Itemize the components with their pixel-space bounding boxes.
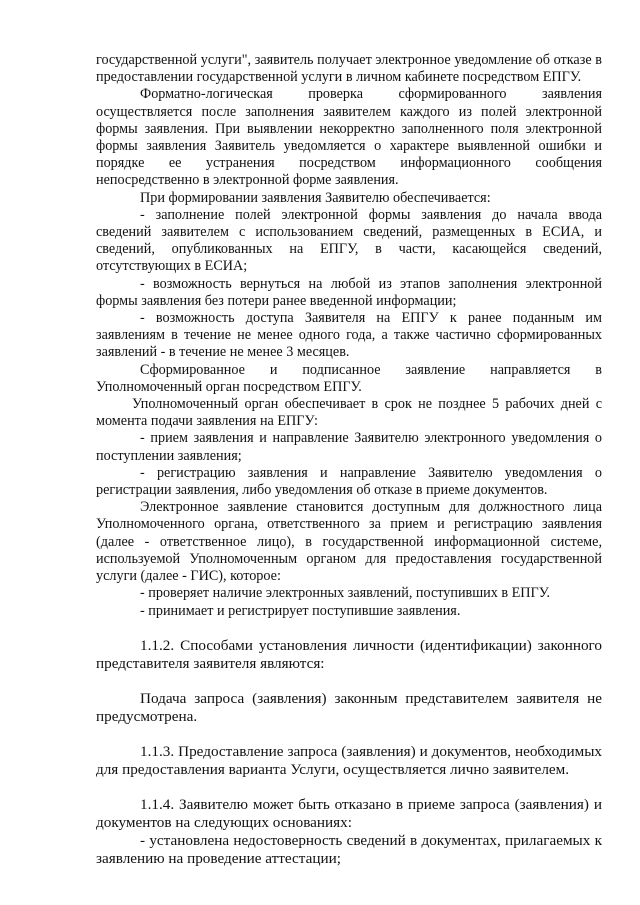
list-item: - возможность вернуться на любой из этапов заполнения электронной формы заявления без потери ранее введенной информации;	[96, 275, 602, 309]
list-item: - установлена недостоверность сведений в документах, прилагаемых к заявлению на проведение аттестации;	[96, 831, 602, 867]
list-item: - принимает и регистрирует поступившие заявления.	[140, 602, 461, 619]
list-item: - регистрацию заявления и направление Заявителю уведомления о регистрации заявления, либо уведомления об отказе в приеме документов.	[96, 464, 602, 499]
list-item: - возможность доступа Заявителя на ЕПГУ к ранее поданным им заявлениям в течение не менее одного года, а также частично сформированных заявлений - в течение не менее 3 месяцев.	[96, 310, 602, 361]
list-item: - заполнение полей электронной формы заявления до начала ввода сведений заявителем с использованием сведений, размещенных в ЕСИА, и сведений, опубликованных на ЕПГУ, в части, касающейся сведений, отсутствующих в ЕСИА;	[96, 206, 602, 275]
section-1-1-2: 1.1.2. Способами установления личности (идентификации) законного представителя заявителя являются:	[96, 636, 602, 672]
list-item: - проверяет наличие электронных заявлений, поступивших в ЕПГУ.	[140, 585, 551, 602]
paragraph-5: Уполномоченный орган обеспечивает в срок не позднее 5 рабочих дней с момента подачи заявления на ЕПГУ:	[96, 396, 602, 430]
list-item: - прием заявления и направление Заявителю электронного уведомления о поступлении заявления;	[96, 430, 602, 464]
section-1-1-3: 1.1.3. Предоставление запроса (заявления) и документов, необходимых для предоставления варианта Услуги, осуществляется лично заявителем.	[96, 742, 602, 778]
paragraph-1: государственной услуги", заявитель получает электронное уведомление об отказе в предоставлении государственной услуги в личном кабинете посредством ЕПГУ.	[96, 52, 602, 86]
paragraph-3: При формировании заявления Заявителю обеспечивается:	[140, 189, 491, 206]
paragraph-2: Форматно-логическая проверка сформированного заявления осуществляется после заполнения заявителем каждого из полей электронной формы заявления. При выявлении некорректно заполненного поля электронной формы заявления Заявитель уведомляется о характере выявленной ошибки и порядке ее устранения посредством информационного сообщения непосредственно в электронной форме заявления.	[96, 86, 602, 189]
section-1-1-4: 1.1.4. Заявителю может быть отказано в приеме запроса (заявления) и документов на следующих основаниях:	[96, 795, 602, 831]
paragraph-6: Электронное заявление становится доступным для должностного лица Уполномоченного органа, ответственного за прием и регистрацию заявления (далее - ответственное лицо), в государственной информационной системе, используемой Уполномоченным органом для предоставления государственной услуги (далее - ГИС), которое:	[96, 499, 602, 585]
paragraph-4: Сформированное и подписанное заявление направляется в Уполномоченный орган посредством ЕПГУ.	[96, 361, 602, 395]
paragraph-7: Подача запроса (заявления) законным представителем заявителя не предусмотрена.	[96, 689, 602, 725]
